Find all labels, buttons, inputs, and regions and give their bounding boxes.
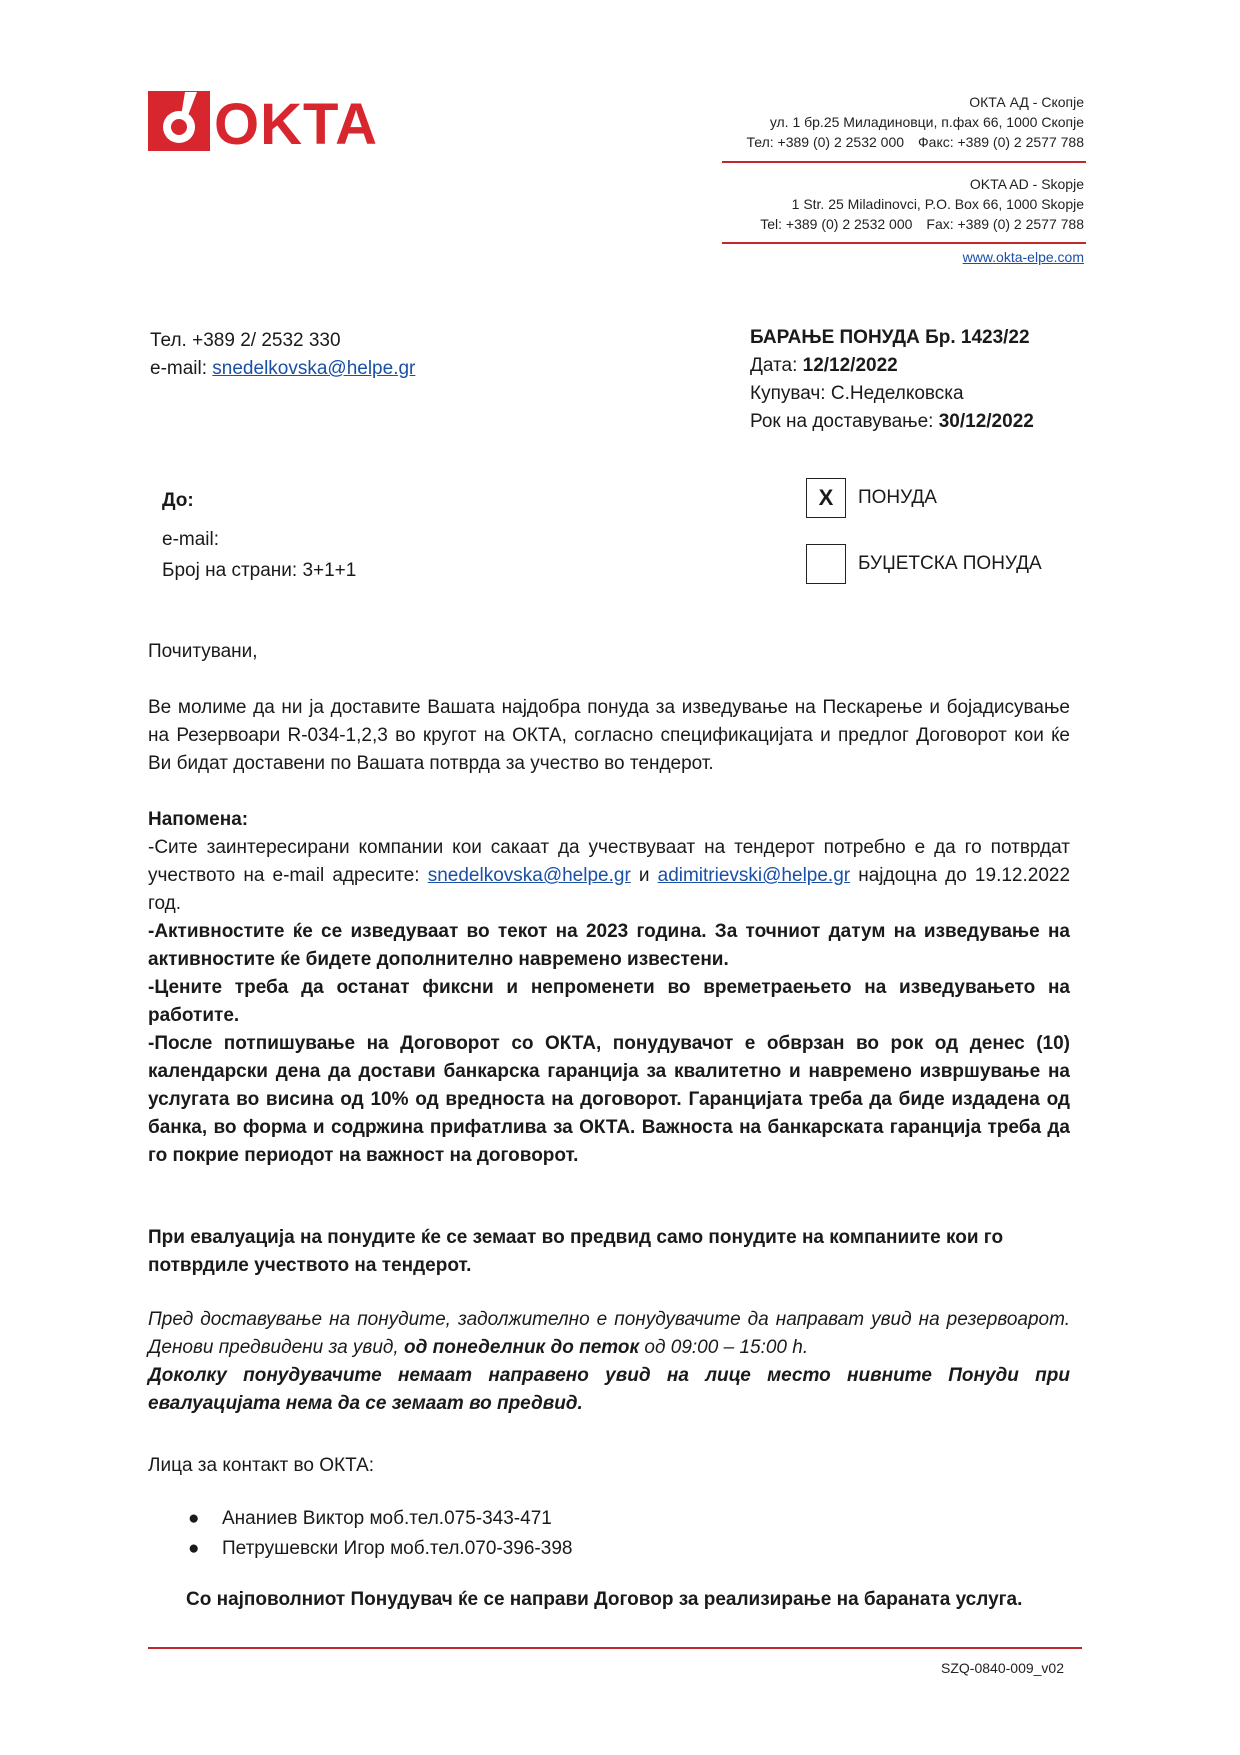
company-address-en: 1 Str. 25 Miladinovci, P.O. Box 66, 1000 Skopje xyxy=(791,196,1084,212)
sender-phone: Тел. +389 2/ 2532 330 xyxy=(150,330,341,351)
deadline-label: Рок на доставување: xyxy=(750,411,934,432)
request-deadline-row xyxy=(750,408,1034,436)
fax-mk: Факс: +389 (0) 2 2577 788 xyxy=(918,134,1084,150)
note-and: и xyxy=(638,865,650,886)
website-row xyxy=(963,247,1084,267)
request-date-row xyxy=(750,352,1034,380)
request-date: 12/12/2022 xyxy=(802,355,898,376)
note-section xyxy=(148,806,1070,1170)
inspection-paragraph xyxy=(148,1306,1070,1418)
contact-person: Петрушевски Игор моб.тел.070-396-398 xyxy=(222,1538,573,1559)
list-item xyxy=(148,1504,1070,1534)
inspection-days: од понеделник до петок xyxy=(403,1337,640,1358)
sender-email-row xyxy=(150,355,415,383)
request-title: БАРАЊЕ ПОНУДА Бр. 1423/22 xyxy=(750,327,1030,348)
note-prices: -Цените треба да останат фиксни и непроменети во времетраењето на изведувањето на работите. xyxy=(148,977,1070,1026)
to-label: До: xyxy=(162,490,194,511)
inspection-text xyxy=(148,1306,1070,1362)
note-guarantee: -После потпишување на Договорот со ОКТА, понудувачот е обврзан во рок од денес (10) календарски дена да достави банкарска гаранција за квалитетно и навремено извршување на услугата во висина од 10% од вредноста на договорот. Гаранцијата треба да биде издадена од банка, во форма и содржина прифатлива за ОКТА. Важноста на банкарската гаранција треба да го покрие периодот на важност на договорот. xyxy=(148,1033,1070,1166)
email-link-2[interactable]: adimitrievski@helpe.gr xyxy=(657,865,851,886)
tel-en: Tel: +389 (0) 2 2532 000 xyxy=(760,216,913,232)
inspection-warning: Доколку понудувачите немаат направено увид на лице место нивните Понуди при евалуацијата нема да се земаат во предвид. xyxy=(148,1365,1070,1414)
page-count: Број на страни: 3+1+1 xyxy=(162,560,357,581)
evaluation-paragraph: При евалуација на понудите ќе се земаат во предвид само понудите на компаниите кои го потврдиле учеството на тендерот. xyxy=(148,1227,1004,1276)
contact-list xyxy=(148,1504,1070,1564)
company-name-mk: ОКТА АД - Скопје xyxy=(969,94,1084,110)
email-label: e-mail: xyxy=(150,358,208,379)
contacts-title: Лица за контакт во ОКТА: xyxy=(148,1455,375,1476)
company-header-en xyxy=(760,174,1084,234)
company-phones-mk xyxy=(746,132,1084,152)
bullet-icon: ● xyxy=(188,1538,200,1559)
budget-offer-label: БУЏЕТСКА ПОНУДА xyxy=(858,553,1042,574)
contact-person: Ананиев Виктор моб.тел.075-343-471 xyxy=(222,1508,552,1529)
okta-logo xyxy=(148,88,408,154)
intro-paragraph: Ве молиме да ни ја доставите Вашата најдобра понуда за изведување на Пескарење и бојадисување на Резервоари R-034-1,2,3 во кругот на ОКТА, согласно спецификацијата и предлог Договорот кои ќе Ви бидат доставени по Вашата потврда за учество во тендерот. xyxy=(148,697,1070,774)
bullet-icon: ● xyxy=(188,1508,200,1529)
note-confirm-deadline: најдоцна до 19.12.2022 год. xyxy=(148,865,1071,914)
note-confirm xyxy=(148,834,1070,918)
recipient-email: e-mail: xyxy=(162,529,220,550)
request-buyer: Купувач: С.Неделковска xyxy=(750,383,964,404)
closing-statement: Со најповолниот Понудувач ќе се направи Договор за реализирање на бараната услуга. xyxy=(186,1589,1023,1610)
greeting: Почитувани, xyxy=(148,641,258,662)
document-code: SZQ-0840-009_v02 xyxy=(941,1660,1064,1676)
email-link-1[interactable]: snedelkovska@helpe.gr xyxy=(427,865,631,886)
header-divider-en xyxy=(722,242,1086,244)
list-item xyxy=(148,1534,1070,1564)
company-address-mk: ул. 1 бр.25 Миладиновци, п.фах 66, 1000 Скопје xyxy=(769,114,1084,130)
company-phones-en xyxy=(760,214,1084,234)
request-deadline: 30/12/2022 xyxy=(938,411,1034,432)
note-activities: -Активностите ќе се изведуваат во текот на 2023 година. За точниот датум на изведување на активностите ќе бидете дополнително навремено известени. xyxy=(148,921,1070,970)
website-link[interactable]: www.okta-elpe.com xyxy=(962,249,1084,265)
option-budget-offer xyxy=(806,544,1042,584)
offer-label: ПОНУДА xyxy=(858,487,937,508)
fax-en: Fax: +389 (0) 2 2577 788 xyxy=(926,216,1084,232)
tel-mk: Тел: +389 (0) 2 2532 000 xyxy=(746,134,905,150)
note-confirm-text: -Сите заинтересирани компании кои сакаат да учествуваат на тендерот потребно е да го потврдат учеството на e-mail адресите: xyxy=(148,837,1070,886)
recipient-block xyxy=(162,485,356,586)
company-header-mk xyxy=(746,92,1084,152)
footer-divider xyxy=(148,1647,1082,1649)
sender-contact xyxy=(150,327,415,383)
svg-text:OKTA: OKTA xyxy=(214,92,379,154)
inspection-intro: Пред доставување на понудите, задолжително е понудувачите да направат увид на резервоарот. Денови предвидени за увид, xyxy=(148,1309,1070,1358)
inspection-hours: од 09:00 – 15:00 h. xyxy=(644,1337,809,1358)
date-label: Дата: xyxy=(750,355,798,376)
request-info xyxy=(750,324,1034,436)
header-divider-mk xyxy=(722,161,1086,163)
note-title: Напомена: xyxy=(148,809,249,830)
sender-email-link[interactable]: snedelkovska@helpe.gr xyxy=(212,358,416,379)
option-offer xyxy=(806,478,937,518)
company-name-en: OKTA AD - Skopje xyxy=(969,176,1084,192)
budget-offer-checkbox[interactable] xyxy=(806,544,846,584)
offer-checkbox[interactable]: X xyxy=(806,478,846,518)
